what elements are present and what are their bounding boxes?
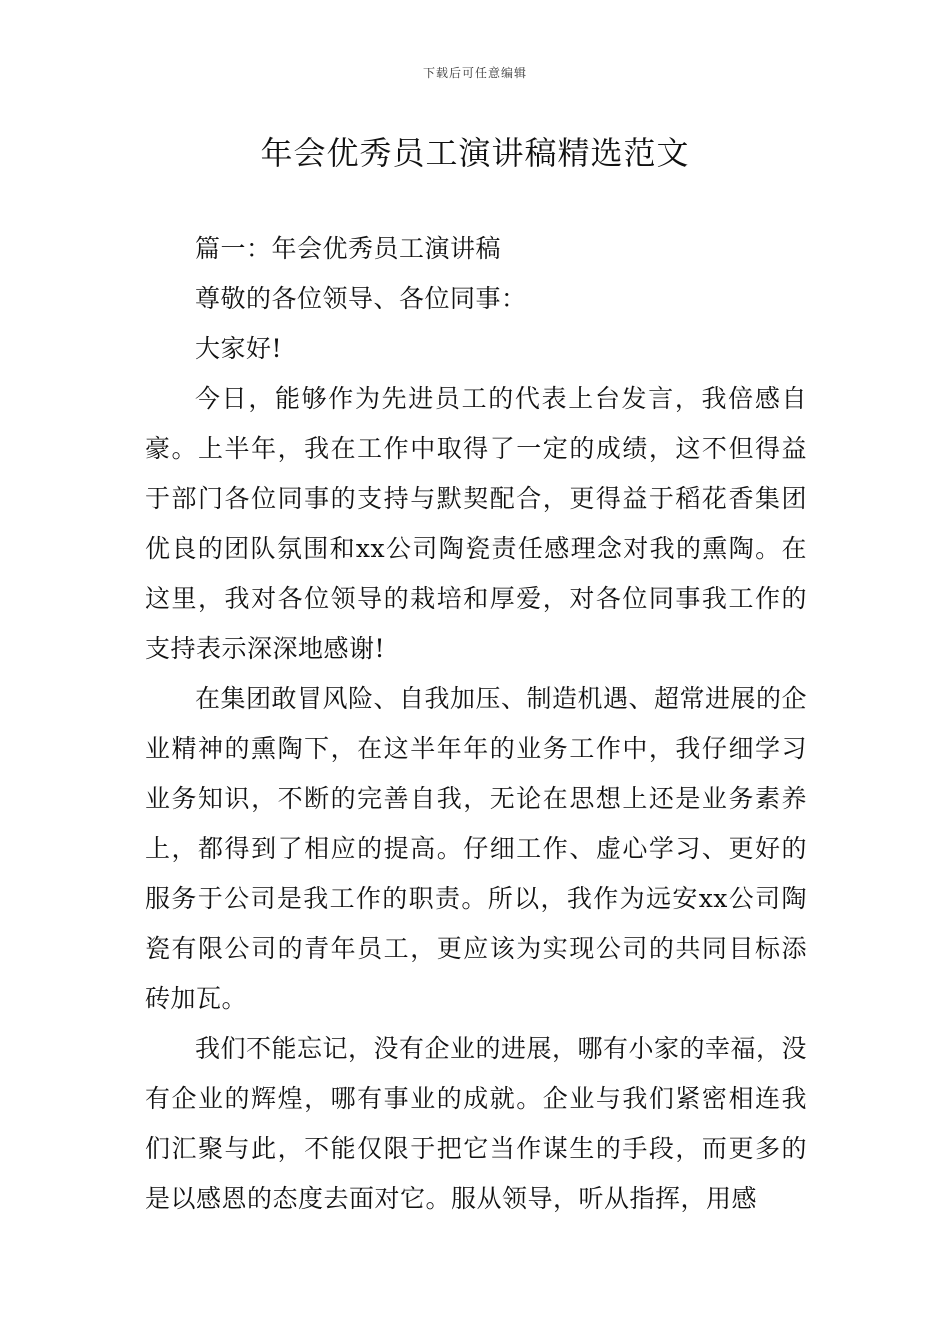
- salutation: 尊敬的各位领导、各位同事：: [195, 284, 527, 313]
- body-paragraph: 今日，能够作为先进员工的代表上台发言，我倍感自豪。上半年，我在工作中取得了一定的成绩，这不但得益于部门各位同事的支持与默契配合，更得益于稻花香集团优良的团队氛围和xx公司陶瓷责任感理念对我的熏陶。在这里，我对各位领导的栽培和厚爱，对各位同事我工作的支持表示深深地感谢!: [145, 384, 807, 663]
- header-note: 下载后可任意编辑: [422, 66, 527, 80]
- section-heading: 篇一：年会优秀员工演讲稿: [195, 234, 502, 263]
- body-paragraph: 我们不能忘记，没有企业的进展，哪有小家的幸福，没有企业的辉煌，哪有事业的成就。企业与我们紧密相连我们汇聚与此，不能仅限于把它当作谋生的手段，而更多的是以感恩的态度去面对它。服从领导，听从指挥，用感: [145, 1034, 808, 1213]
- document-body: [145, 224, 807, 1224]
- body-paragraph: 在集团敢冒风险、自我加压、制造机遇、超常进展的企业精神的熏陶下，在这半年年的业务工作中，我仔细学习业务知识，不断的完善自我，无论在思想上还是业务素养上，都得到了相应的提高。仔细工作、虚心学习、更好的服务于公司是我工作的职责。所以，我作为远安xx公司陶瓷有限公司的青年员工，更应该为实现公司的共同目标添砖加瓦。: [145, 684, 808, 1013]
- document-title: 年会优秀员工演讲稿精选范文: [260, 134, 690, 172]
- greeting: 大家好!: [195, 334, 283, 363]
